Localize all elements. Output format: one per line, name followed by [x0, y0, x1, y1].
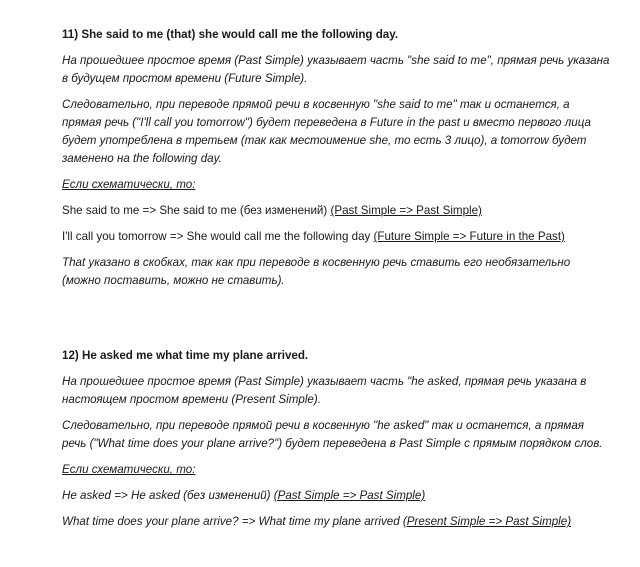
- paragraph: На прошедшее простое время (Past Simple) указывает часть "she said to me", прямая речь указана в будущем простом времени (Future Simple).: [62, 54, 610, 85]
- schema-line-text: She said to me => She said to me (без изменений): [62, 204, 331, 217]
- schema-line: [62, 487, 610, 505]
- schema-line-text: He asked => He asked (без изменений): [62, 489, 274, 502]
- schema-label: Если схематически, то:: [62, 463, 196, 476]
- paragraph: Следовательно, при переводе прямой речи в косвенную "she said to me" так и останется, а прямая речь ("I'll call you tomorrow") будет переведена в Future in the past и вместо первого лица будет употреблена в третьем (так как местоимение she, то есть 3 лицо), а tomorrow будет заменено на the following day.: [62, 98, 591, 165]
- schema-label: Если схематически, то:: [62, 178, 196, 191]
- section-11: [62, 26, 610, 298]
- schema-line-note: (Past Simple => Past Simple): [330, 204, 482, 217]
- section-heading: 11) She said to me (that) she would call me the following day.: [62, 28, 399, 41]
- section-heading: 12) He asked me what time my plane arrived.: [62, 349, 309, 362]
- section-12: [62, 347, 610, 539]
- paragraph: Следовательно, при переводе прямой речи в косвенную "he asked" так и останется, а прямая речь ("What time does your plane arrive?") будет переведена в Past Simple с прямым порядком слов.: [62, 419, 603, 450]
- schema-line-note: (Past Simple => Past Simple): [273, 489, 426, 502]
- schema-line: [62, 228, 610, 246]
- paragraph: На прошедшее простое время (Past Simple) указывает часть "he asked, прямая речь указана в настоящем простом времени (Present Simple).: [62, 375, 587, 406]
- schema-line: [62, 202, 610, 220]
- schema-line: [62, 513, 610, 531]
- paragraph: That указано в скобках, так как при переводе в косвенную речь ставить его необязательно (можно поставить, можно не ставить).: [62, 256, 571, 287]
- schema-line-note: (Future Simple => Future in the Past): [373, 230, 565, 243]
- schema-line-text: What time does your plane arrive? => What time my plane arrived: [62, 515, 403, 528]
- schema-line-note: (Present Simple => Past Simple): [402, 515, 572, 528]
- schema-line-text: I'll call you tomorrow => She would call me the following day: [62, 230, 374, 243]
